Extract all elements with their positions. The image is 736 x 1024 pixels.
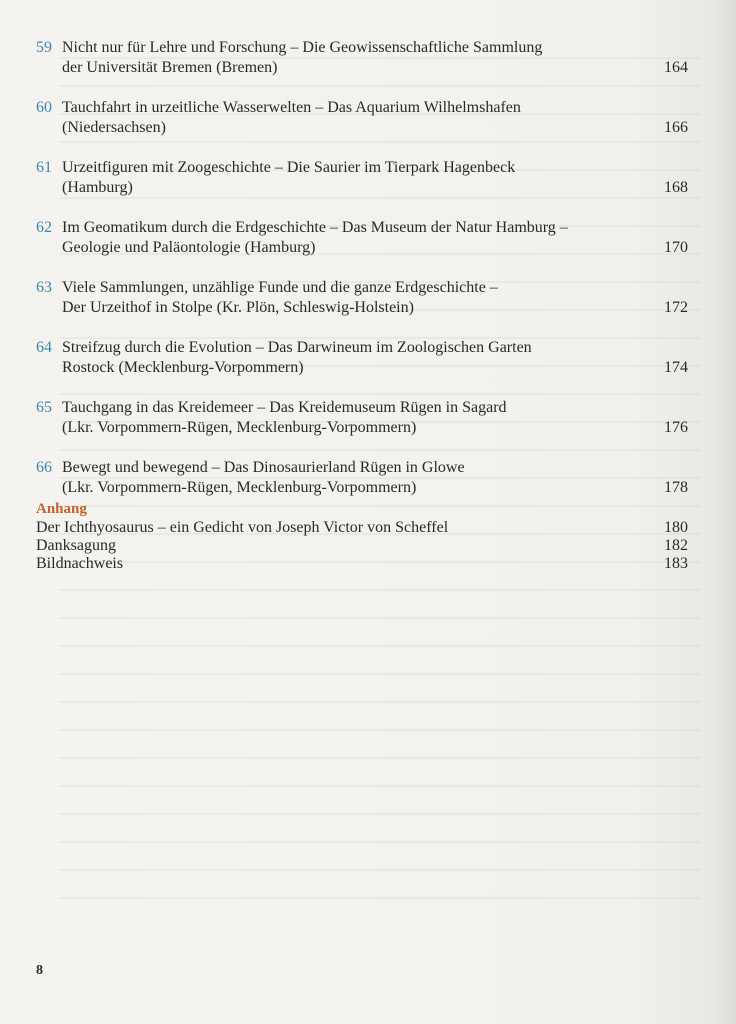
entry-subtitle: (Lkr. Vorpommern-Rügen, Mecklenburg-Vorpommern) [62,419,417,436]
entry-number: 61 [36,159,52,176]
appendix-item [36,537,688,555]
entry-number: 62 [36,219,52,236]
toc-entry-61 [36,158,688,198]
entry-number: 65 [36,399,52,416]
entry-subtitle: der Universität Bremen (Bremen) [62,59,278,76]
toc-entry-66 [36,458,688,498]
appendix-item-page: 180 [664,519,688,536]
entry-page: 172 [664,299,688,316]
entry-page: 176 [664,419,688,436]
entry-page: 178 [664,479,688,496]
appendix-item-page: 182 [664,537,688,554]
entry-number: 60 [36,99,52,116]
entry-number: 66 [36,459,52,476]
page-number: 8 [36,963,43,978]
entry-number: 59 [36,39,52,56]
entry-page: 170 [664,239,688,256]
entry-title: Tauchgang in das Kreidemeer – Das Kreidemuseum Rügen in Sagard [62,399,507,416]
appendix-item [36,519,688,537]
entry-number: 64 [36,339,52,356]
toc-entry-59 [36,38,688,78]
toc-entry-63 [36,278,688,318]
appendix-title: Anhang [36,501,87,517]
entry-subtitle: (Hamburg) [62,179,133,196]
entry-subtitle: Rostock (Mecklenburg-Vorpommern) [62,359,304,376]
entry-subtitle: Geologie und Paläontologie (Hamburg) [62,239,316,256]
entry-title: Urzeitfiguren mit Zoogeschichte – Die Saurier im Tierpark Hagenbeck [62,159,516,176]
entry-subtitle: (Lkr. Vorpommern-Rügen, Mecklenburg-Vorpommern) [62,479,417,496]
appendix-section [36,500,688,573]
toc-entry-62 [36,218,688,258]
appendix-item-label: Der Ichthyosaurus – ein Gedicht von Joseph Victor von Scheffel [36,519,449,536]
entry-title: Bewegt und bewegend – Das Dinosaurierland Rügen in Glowe [62,459,465,476]
entry-page: 174 [664,359,688,376]
appendix-item [36,555,688,573]
entry-title: Nicht nur für Lehre und Forschung – Die Geowissenschaftliche Sammlung [62,39,543,56]
entry-page: 168 [664,179,688,196]
entry-title: Viele Sammlungen, unzählige Funde und die ganze Erdgeschichte – [62,279,498,296]
entry-number: 63 [36,279,52,296]
entry-title: Im Geomatikum durch die Erdgeschichte – Das Museum der Natur Hamburg – [62,219,568,236]
entry-title: Tauchfahrt in urzeitliche Wasserwelten – Das Aquarium Wilhelmshafen [62,99,521,116]
table-of-contents [36,38,688,518]
entry-subtitle: (Niedersachsen) [62,119,166,136]
toc-entry-64 [36,338,688,378]
entry-page: 166 [664,119,688,136]
entry-page: 164 [664,59,688,76]
entry-subtitle: Der Urzeithof in Stolpe (Kr. Plön, Schleswig-Holstein) [62,299,414,316]
appendix-item-label: Danksagung [36,537,116,554]
toc-entry-60 [36,98,688,138]
appendix-item-label: Bildnachweis [36,555,124,572]
appendix-item-page: 183 [664,555,688,572]
entry-title: Streifzug durch die Evolution – Das Darwineum im Zoologischen Garten [62,339,532,356]
toc-entry-65 [36,398,688,438]
